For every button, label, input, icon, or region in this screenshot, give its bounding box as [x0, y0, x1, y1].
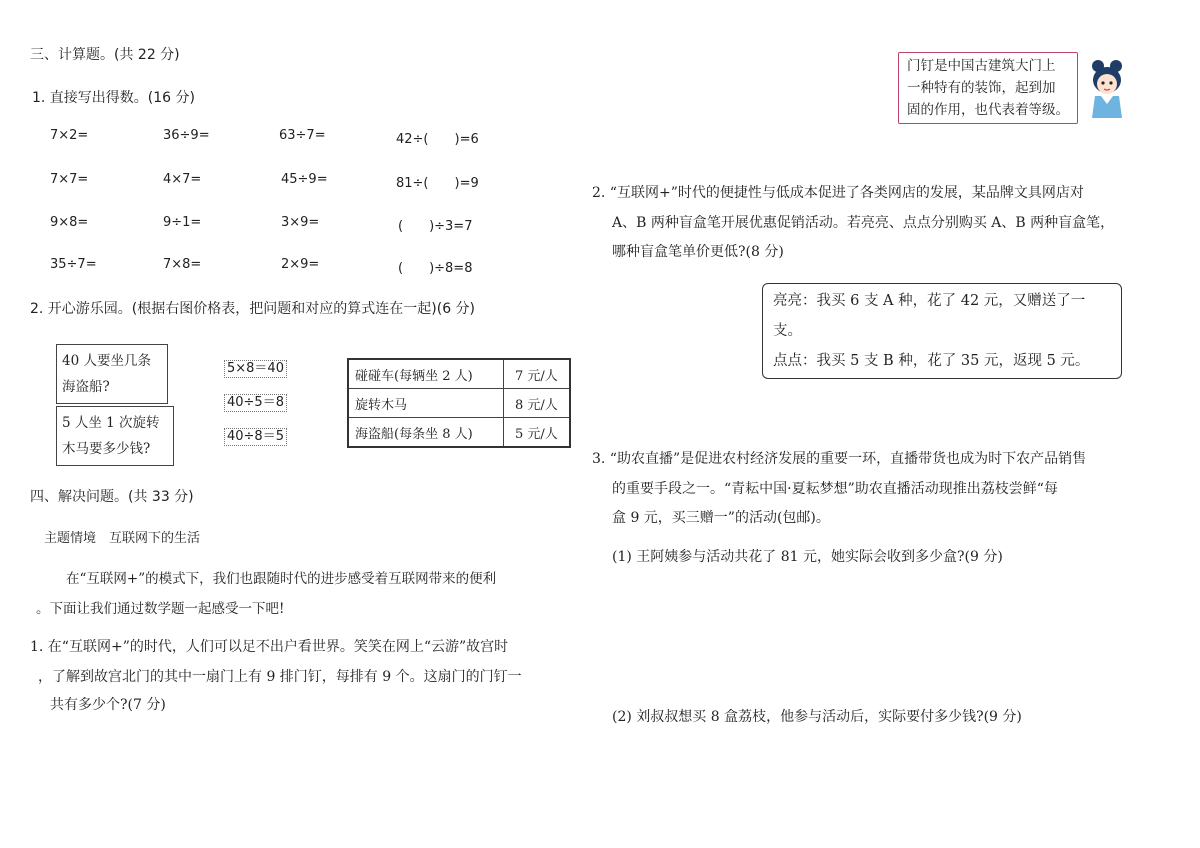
calc-item: 9÷1=: [163, 215, 202, 230]
calc-item: 9×8=: [50, 215, 89, 230]
calc-item: 36÷9=: [163, 128, 210, 143]
calc-item: 7×7=: [50, 172, 89, 187]
solve-q2-line-3: 哪种盲盒笔单价更低?(8 分): [612, 244, 784, 260]
solve-q1-line-1: 1. 在“互联网+”的时代，人们可以足不出户看世界。笑笑在网上“云游”故宫时: [30, 639, 509, 655]
calc-item: 4×7=: [163, 172, 202, 187]
theme-label: 主题情境 互联网下的生活: [44, 531, 201, 546]
table-cell: 8 元/人: [503, 389, 570, 418]
table-row: [348, 418, 570, 448]
solve-q3-line-3: 盒 9 元，买三赠一”的活动(包邮)。: [612, 510, 830, 526]
calc-item: ( )÷3=7: [398, 219, 473, 234]
solve-q2-line-2: A、B 两种盲盒笔开展优惠促销活动。若亮亮、点点分别购买 A、B 两种盲盒笔，: [612, 215, 1115, 231]
calc-item: 63÷7=: [279, 128, 326, 143]
calc-item: 2×9=: [281, 257, 320, 272]
girl-cartoon-icon: [1084, 58, 1130, 120]
table-cell: 碰碰车(每辆坐 2 人): [348, 359, 503, 389]
solve-q3-line-1: 3. “助农直播”是促进农村经济发展的重要一环，直播带货也成为时下农产品销售: [592, 451, 1087, 467]
solve-q1-line-3: 共有多少个?(7 分): [50, 697, 166, 713]
solve-q3-sub-2: (2) 刘叔叔想买 8 盒荔枝，他参与活动后，实际要付多少钱?(9 分): [612, 709, 1022, 725]
calc-item: 81÷( )=9: [396, 176, 479, 191]
q2-question-box-2: 5 人坐 1 次旋转木马要多少钱?: [56, 406, 174, 466]
q2-equation-3: 40÷8＝5: [224, 428, 287, 446]
calc-item: 3×9=: [281, 215, 320, 230]
solve-q1-line-2: ，了解到故宫北门的其中一扇门上有 9 排门钉，每排有 9 个。这扇门的门钉一: [38, 669, 522, 685]
table-cell: 海盗船(每条坐 8 人): [348, 418, 503, 448]
intro-line-2: 。下面让我们通过数学题一起感受一下吧!: [36, 601, 285, 617]
dialogue-box: [762, 283, 1122, 379]
table-row: [348, 389, 570, 418]
calc-item: 45÷9=: [281, 172, 328, 187]
solve-q2-line-1: 2. “互联网+”时代的便捷性与低成本促进了各类网店的发展，某品牌文具网店对: [592, 185, 1084, 201]
dialogue-line: 点点：我买 5 支 B 种，花了 35 元，返现 5 元。: [773, 353, 1090, 369]
calc-item: 35÷7=: [50, 257, 97, 272]
calc-item: 7×2=: [50, 128, 89, 143]
q2-question-box-1: 40 人要坐几条海盗船?: [56, 344, 168, 404]
q2-equation-1: 5×8＝40: [224, 360, 287, 378]
table-cell: 7 元/人: [503, 359, 570, 389]
calc-item: ( )÷8=8: [398, 261, 473, 276]
solve-q3-line-2: 的重要手段之一。“青耘中国·夏耘梦想”助农直播活动现推出荔枝尝鲜“每: [612, 481, 1058, 497]
tip-line: 一种特有的装饰，起到加: [907, 80, 1056, 96]
tip-line: 固的作用，也代表着等级。: [907, 102, 1069, 118]
calc-item: 42÷( )=6: [396, 132, 479, 147]
tip-box: [898, 52, 1078, 124]
table-cell: 旋转木马: [348, 389, 503, 418]
dialogue-line: 亮亮：我买 6 支 A 种，花了 42 元，又赠送了一支。: [773, 293, 1086, 339]
table-cell: 5 元/人: [503, 418, 570, 448]
tip-line: 门钉是中国古建筑大门上: [907, 58, 1056, 74]
section-title-calc: 三、计算题。(共 22 分): [30, 47, 180, 63]
solve-q3-sub-1: (1) 王阿姨参与活动共花了 81 元，她实际会收到多少盒?(9 分): [612, 549, 1003, 565]
question-1-title: 1. 直接写出得数。(16 分): [32, 90, 195, 106]
question-2-title: 2. 开心游乐园。(根据右图价格表，把问题和对应的算式连在一起)(6 分): [30, 301, 476, 317]
section-title-solve: 四、解决问题。(共 33 分): [30, 489, 194, 505]
table-row: [348, 359, 570, 389]
intro-line-1: 在“互联网+”的模式下，我们也跟随时代的进步感受着互联网带来的便利: [66, 571, 497, 587]
q2-equation-2: 40÷5＝8: [224, 394, 287, 412]
calc-item: 7×8=: [163, 257, 202, 272]
price-table: [347, 358, 571, 448]
